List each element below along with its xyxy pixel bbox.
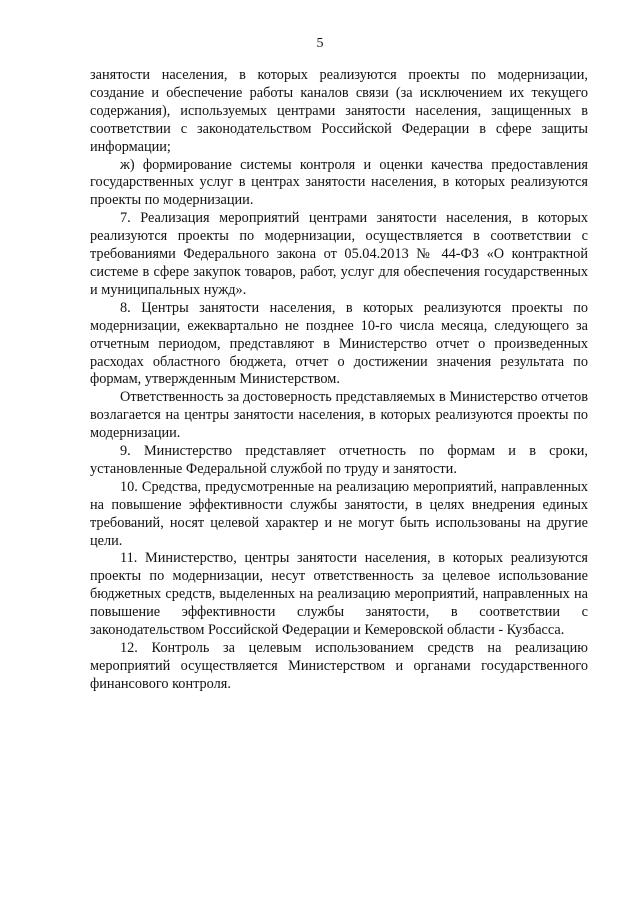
paragraph-item-7: 7. Реализация мероприятий центрами занятости населения, в которых реализуются проекты по модернизации, осуществляется в соответствии с требованиями Федерального закона от 05.04.2013 № 44-ФЗ «О контрактной системе в сфере закупок товаров, работ, услуг для обеспечения государственных и муниципальных нужд». [90, 210, 588, 298]
paragraph-responsibility: Ответственность за достоверность представляемых в Министерство отчетов возлагается на центры занятости населения, в которых реализуются проекты по модернизации. [90, 389, 588, 442]
paragraph-item-12: 12. Контроль за целевым использованием средств на реализацию мероприятий осуществляется Министерством и органами государственного финансового контроля. [90, 640, 588, 692]
document-body [90, 67, 588, 694]
paragraph-item-10: 10. Средства, предусмотренные на реализацию мероприятий, направленных на повышение эффективности службы занятости, в целях внедрения единых требований, носят целевой характер и не могут быть использованы на другие цели. [90, 478, 588, 549]
paragraph-continuation: занятости населения, в которых реализуются проекты по модернизации, создание и обеспечение работы каналов связи (за исключением их текущего содержания), используемых центрами занятости населения, защищенных в соответствии с законодательством Российской Федерации в сфере защиты информации; [90, 67, 588, 155]
paragraph-item-9: 9. Министерство представляет отчетность по формам и в сроки, установленные Федеральной службой по труду и занятости. [90, 443, 588, 477]
page-number: 5 [316, 36, 324, 51]
paragraph-item-11: 11. Министерство, центры занятости населения, в которых реализуются проекты по модернизации, несут ответственность за целевое использование бюджетных средств, выделенных на реализацию мероприятий, направленных на повышение эффективности службы занятости, в соответствии с законодательством Российской Федерации и Кемеровской области - Кузбасса. [90, 550, 588, 639]
paragraph-item-zh: ж) формирование системы контроля и оценки качества предоставления государственных услуг в центрах занятости населения, в которых реализуются проекты по модернизации. [90, 156, 588, 209]
paragraph-item-8: 8. Центры занятости населения, в которых реализуются проекты по модернизации, ежеквартально не позднее 10-го числа месяца, следующего за отчетным периодом, представляют в Министерство отчет о произведенных расходах областного бюджета, отчет о достижении значения результата по формам, утвержденным Министерством. [90, 299, 588, 388]
